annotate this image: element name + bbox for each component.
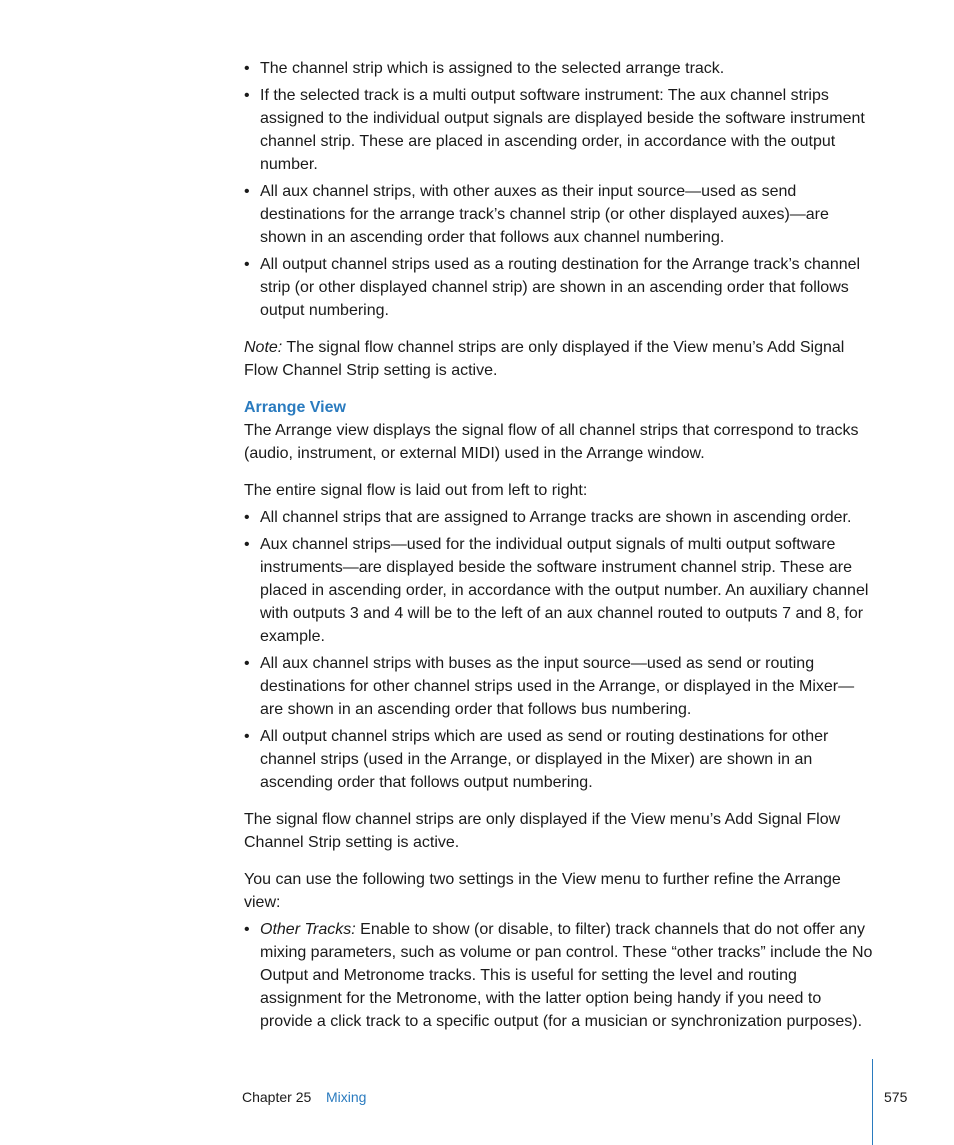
- layout-paragraph: The entire signal flow is laid out from left to right:: [244, 482, 588, 499]
- footer-divider: [872, 1059, 873, 1145]
- arrange-bullet-list: [244, 506, 876, 794]
- list-item: • The channel strip which is assigned to the selected arrange track.: [244, 57, 876, 80]
- page-footer: [0, 1087, 954, 1145]
- section-heading: Arrange View: [244, 399, 346, 416]
- chapter-section-link[interactable]: Mixing: [326, 1089, 367, 1105]
- list-item: [244, 918, 876, 1033]
- other-tracks-text: Enable to show (or disable, to filter) track channels that do not offer any mixing parameters, such as volume or pan control. These “other tracks” include the No Output and Metronome tracks. This is useful for setting the level and routing assignment for the Metronome, with the latter option being handy if you need to provide a click track to a specific output (for a musician or synchronization purposes).: [260, 921, 873, 1030]
- list-item: • All channel strips that are assigned to Arrange tracks are shown in ascending order.: [244, 506, 876, 529]
- settings-bullet-list: [244, 918, 876, 1033]
- note-paragraph: [244, 336, 876, 382]
- list-item: • All aux channel strips, with other auxes as their input source—used as send destinations for the arrange track’s channel strip (or other displayed auxes)—are shown in an ascending order that follows aux channel numbering.: [244, 180, 876, 249]
- list-item: • If the selected track is a multi output software instrument: The aux channel strips assigned to the individual output signals are displayed beside the software instrument channel strip. These are placed in ascending order, in accordance with the output number.: [244, 84, 876, 176]
- intro-bullet-list: [244, 57, 876, 322]
- chapter-label: Chapter 25: [242, 1089, 312, 1105]
- other-tracks-label: Other Tracks:: [260, 921, 356, 938]
- list-item: • All aux channel strips with buses as the input source—used as send or routing destinations for other channel strips used in the Arrange, or displayed in the Mixer—are shown in an ascending order that follows bus numbering.: [244, 652, 876, 721]
- list-item: • Aux channel strips—used for the individual output signals of multi output software instruments—are displayed beside the software instrument channel strip. These are placed in ascending order, in accordance with the output number. An auxiliary channel with outputs 3 and 4 will be to the left of an aux channel routed to outputs 7 and 8, for example.: [244, 533, 876, 648]
- list-item: • All output channel strips used as a routing destination for the Arrange track’s channel strip (or other displayed channel strip) are shown in an ascending order that follows output numbering.: [244, 253, 876, 322]
- page-content: [244, 57, 876, 1037]
- arrange-view-intro: The Arrange view displays the signal flow of all channel strips that correspond to tracks (audio, instrument, or external MIDI) used in the Arrange window.: [244, 422, 859, 462]
- note-text: The signal flow channel strips are only displayed if the View menu’s Add Signal Flow Channel Strip setting is active.: [244, 339, 845, 379]
- list-item: • All output channel strips which are used as send or routing destinations for other channel strips (used in the Arrange, or displayed in the Mixer) are shown in an ascending order that follows output numbering.: [244, 725, 876, 794]
- note-label: Note:: [244, 339, 283, 356]
- refine-paragraph: You can use the following two settings in the View menu to further refine the Arrange view:: [244, 871, 841, 911]
- page-number: 575: [884, 1089, 908, 1105]
- signal-flow-paragraph: The signal flow channel strips are only displayed if the View menu’s Add Signal Flow Channel Strip setting is active.: [244, 811, 841, 851]
